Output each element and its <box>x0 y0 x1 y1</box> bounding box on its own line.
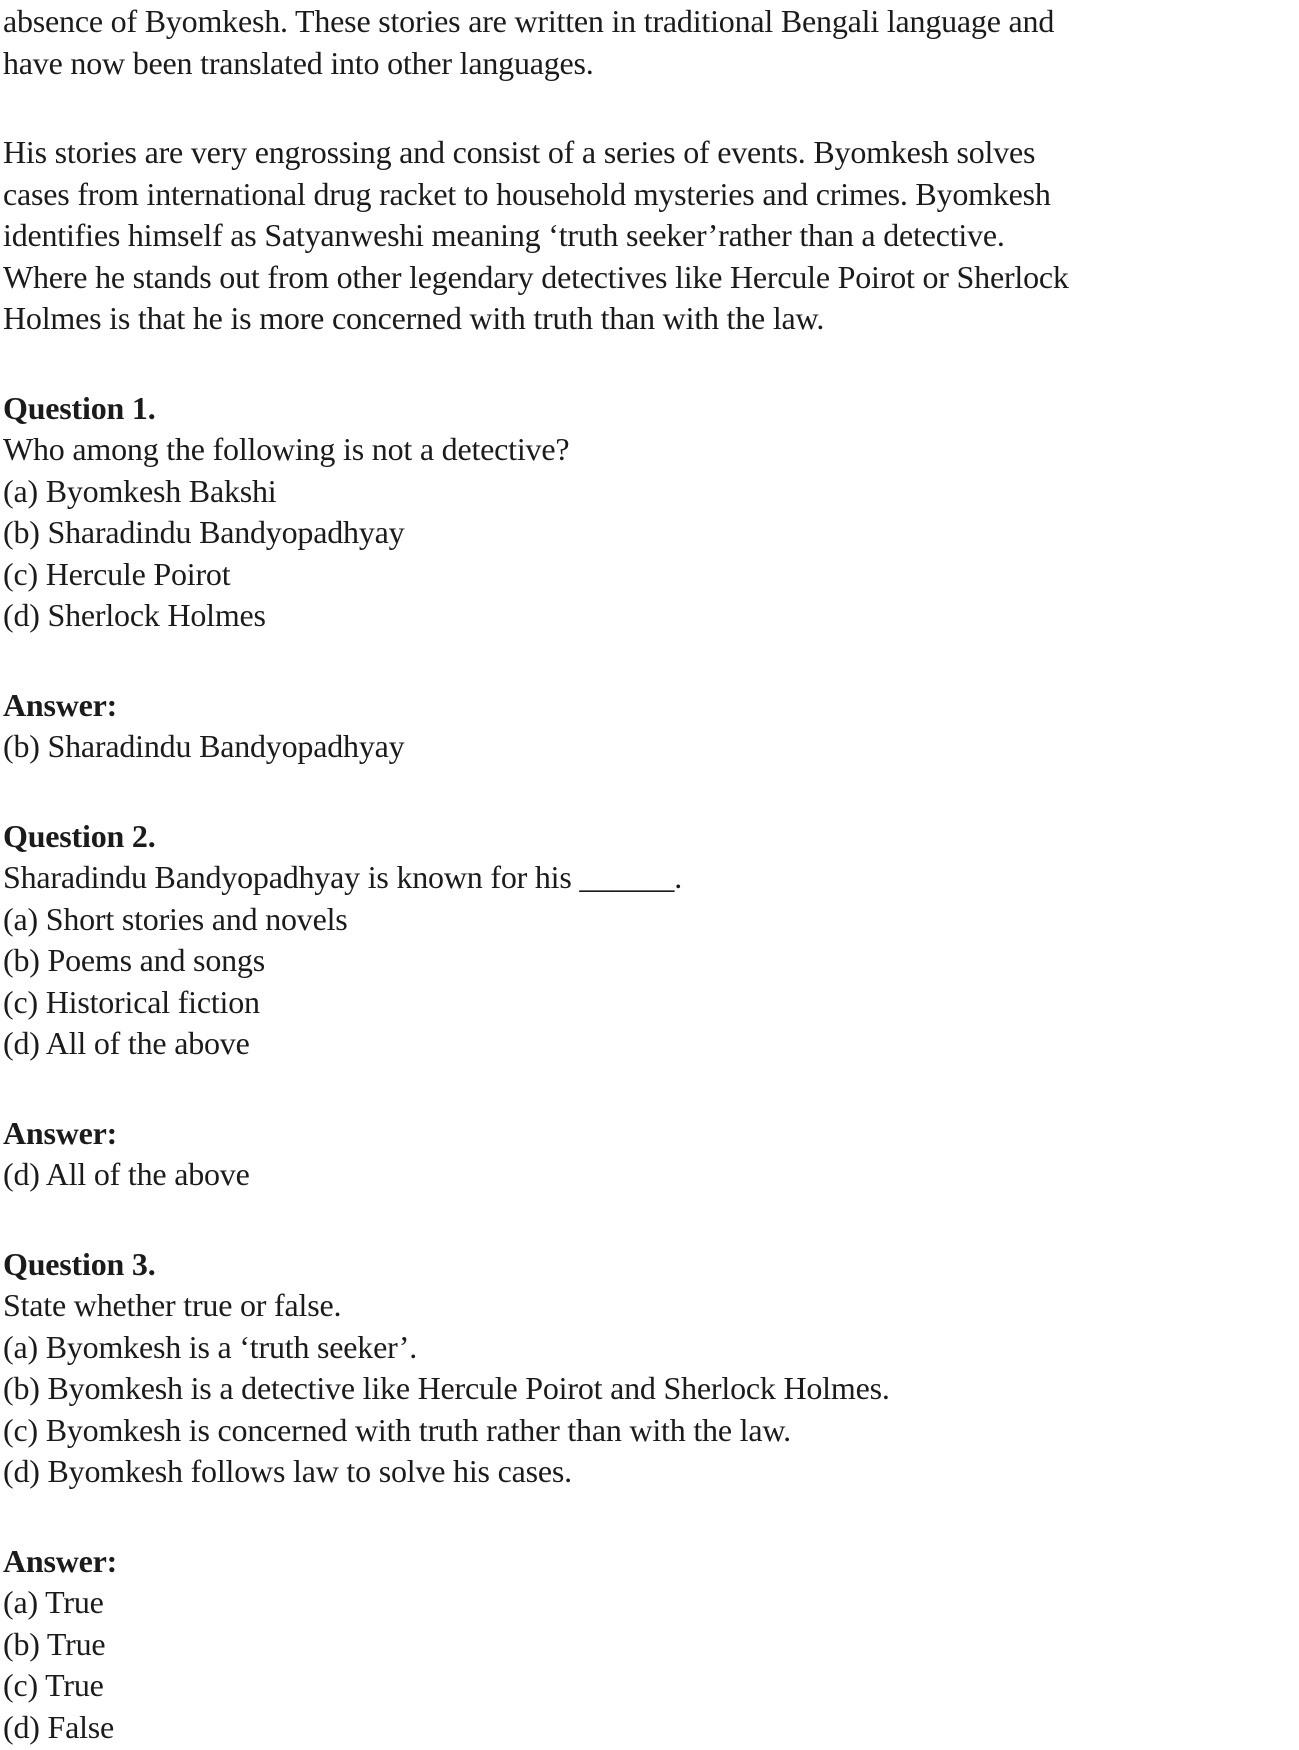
text-line: His stories are very engrossing and consist of a series of events. Byomkesh solves <box>3 134 1036 170</box>
intro-paragraph-2 <box>3 132 1299 340</box>
question-1-option-b: (b) Sharadindu Bandyopadhyay <box>3 514 405 550</box>
text-line: have now been translated into other languages. <box>3 44 594 81</box>
intro-paragraph-1 <box>3 1 1299 84</box>
question-1-option-a: (a) Byomkesh Bakshi <box>3 472 277 509</box>
question-3-block <box>3 1244 1299 1493</box>
answer-3-line-d: (d) False <box>3 1708 115 1745</box>
question-3-option-b: (b) Byomkesh is a detective like Hercule Poirot and Sherlock Holmes. <box>3 1370 890 1406</box>
text-line: Holmes is that he is more concerned with truth than with the law. <box>3 300 825 336</box>
answer-1-text: (b) Sharadindu Bandyopadhyay <box>3 728 405 764</box>
question-3-option-d: (d) Byomkesh follows law to solve his cases. <box>3 1453 572 1489</box>
answer-3-line-c: (c) True <box>3 1667 104 1703</box>
answer-3-line-b: (b) True <box>3 1625 106 1662</box>
question-2-option-c: (c) Historical fiction <box>3 983 260 1020</box>
question-3-prompt: State whether true or false. <box>3 1287 342 1323</box>
answer-1-label: Answer: <box>3 686 118 723</box>
question-2-option-a: (a) Short stories and novels <box>3 900 348 937</box>
answer-3-label: Answer: <box>3 1542 118 1579</box>
question-2-block <box>3 816 1299 1065</box>
answer-2-block <box>3 1113 1299 1196</box>
question-1-block <box>3 388 1299 637</box>
question-3-label: Question 3. <box>3 1245 156 1282</box>
answer-2-label: Answer: <box>3 1114 118 1151</box>
question-2-prompt: Sharadindu Bandyopadhyay is known for his ______. <box>3 859 683 895</box>
question-1-option-d: (d) Sherlock Holmes <box>3 597 266 633</box>
question-2-option-b: (b) Poems and songs <box>3 942 265 978</box>
question-3-option-c: (c) Byomkesh is concerned with truth rather than with the law. <box>3 1411 791 1448</box>
question-1-prompt: Who among the following is not a detective? <box>3 431 570 467</box>
question-3-option-a: (a) Byomkesh is a ‘truth seeker’. <box>3 1328 418 1365</box>
answer-3-block <box>3 1541 1299 1749</box>
question-2-option-d: (d) All of the above <box>3 1025 250 1061</box>
text-line: cases from international drug racket to household mysteries and crimes. Byomkesh <box>3 175 1051 212</box>
text-line: identifies himself as Satyanweshi meaning ‘truth seeker’rather than a detective. <box>3 217 1005 253</box>
text-line: Where he stands out from other legendary detectives like Hercule Poirot or Sherlock <box>3 258 1069 295</box>
answer-2-text: (d) All of the above <box>3 1156 250 1192</box>
text-line: absence of Byomkesh. These stories are written in traditional Bengali language and <box>3 3 1055 39</box>
question-1-label: Question 1. <box>3 389 156 426</box>
question-1-option-c: (c) Hercule Poirot <box>3 555 231 592</box>
answer-1-block <box>3 685 1299 768</box>
question-2-label: Question 2. <box>3 817 156 854</box>
answer-3-line-a: (a) True <box>3 1584 104 1620</box>
